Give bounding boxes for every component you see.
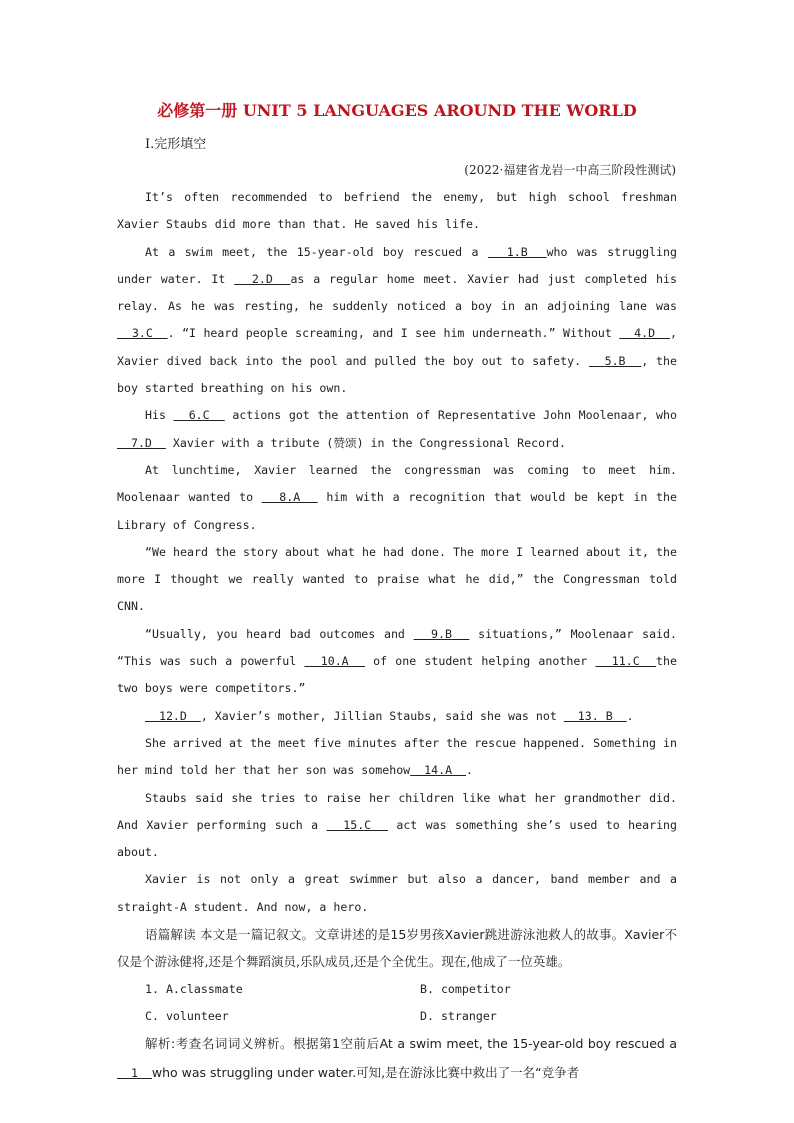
paragraph: “We heard the story about what he had done. The more I learned about it, the more I thought we really wanted to praise what he did,” the Congressman told CNN.	[117, 544, 677, 614]
page-title: 必修第一册 UNIT 5 LANGUAGES AROUND THE WORLD	[157, 101, 637, 120]
question-source: (2022·福建省龙岩一中高三阶段性测试)	[464, 163, 676, 177]
paragraph: Xavier is not only a great swimmer but also a dancer, band member and a straight-A student. And now, a hero.	[117, 872, 677, 914]
text-run: the two boys were competitors.”	[117, 654, 677, 696]
answer-blank: 11.C	[595, 654, 657, 669]
text-run: She arrived at the meet five minutes after the rescue happened. Something in her mind told her that her son was somehow	[117, 735, 677, 778]
analysis-paragraph	[117, 1030, 677, 1087]
answer-blank: 1	[117, 1065, 152, 1080]
answer-blank: 4.D	[619, 326, 670, 341]
answer-blank: 14.A	[410, 763, 467, 778]
text-run: His	[145, 408, 174, 423]
answer-blank: 7.D	[117, 435, 166, 450]
text-run: situations,” Moolenaar said. “This was such a powerful	[117, 626, 677, 669]
option-a: 1. A.classmate	[145, 981, 243, 996]
section-heading: Ⅰ.完形填空	[145, 137, 207, 152]
answer-blank: 12.D	[145, 708, 201, 723]
paragraph	[117, 402, 677, 457]
option-c: C. volunteer	[145, 1008, 229, 1023]
text-run: At lunchtime, Xavier learned the congressman was coming to meet him. Moolenaar wanted to	[117, 462, 677, 505]
option-row	[117, 976, 677, 1003]
text-run: .	[466, 763, 473, 778]
answer-blank: 5.B	[588, 353, 642, 368]
paragraph	[117, 621, 677, 703]
text-run: of one student helping another	[364, 654, 596, 669]
text-run: Xavier with a tribute (赞颂) in the Congressional Record.	[165, 435, 566, 450]
answer-blank: 6.C	[173, 408, 225, 423]
paragraph	[117, 457, 677, 539]
paragraph	[117, 239, 677, 403]
text-run: who was struggling under water.可知,是在游泳比赛中救出了一名“竞争者	[151, 1064, 580, 1080]
paragraph: It’s often recommended to befriend the enemy, but high school freshman Xavier Staubs did more than that. He saved his life.	[117, 190, 677, 232]
answer-blank: 3.C	[117, 326, 168, 341]
text-run: as a regular home meet. Xavier had just completed his relay. As he was resting, he suddenly noticed a boy in an adjoining lane was	[117, 271, 677, 314]
text-run: him with a recognition that would be kept in the Library of Congress.	[117, 490, 677, 532]
text-run: , the boy started breathing on his own.	[117, 353, 677, 396]
option-b: B. competitor	[420, 981, 511, 996]
answer-blank: 13. B	[563, 708, 627, 723]
answer-blank: 2.D	[234, 271, 291, 286]
answer-blank: 9.B	[413, 626, 470, 641]
passage	[117, 184, 677, 1087]
answer-blank: 8.A	[261, 490, 318, 505]
passage-summary: 语篇解读 本文是一篇记叙文。文章讲述的是15岁男孩Xavier跳进游泳池救人的故事。Xavier不仅是个游泳健将,还是个舞蹈演员,乐队成员,还是个全优生。现在,他成了一位英雄。	[117, 927, 677, 970]
text-run: Staubs said she tries to raise her children like what her grandmother did. And Xavier performing such a	[117, 790, 677, 832]
text-run: 解析:考查名词词义辨析。根据第1空前后At a swim meet, the 15-year-old boy rescued a	[145, 1036, 677, 1052]
text-run: actions got the attention of Representative John Moolenaar, who	[224, 408, 677, 423]
paragraph	[117, 703, 677, 730]
answer-blank: 15.C	[326, 817, 388, 832]
text-run: , Xavier’s mother, Jillian Staubs, said she was not	[200, 708, 564, 723]
text-run: who was struggling under water. It	[117, 244, 677, 286]
text-run: , Xavier dived back into the pool and pulled the boy out to safety.	[117, 326, 677, 368]
text-run: act was something she’s used to hearing about.	[117, 817, 678, 860]
answer-blank: 1.B	[487, 244, 547, 259]
option-row	[117, 1003, 677, 1030]
text-run: “Usually, you heard bad outcomes and	[145, 626, 414, 641]
paragraph	[117, 730, 677, 785]
option-d: D. stranger	[420, 1008, 497, 1023]
text-run: . “I heard people screaming, and I see him underneath.” Without	[167, 326, 620, 341]
text-run: .	[626, 708, 634, 723]
text-run: At a swim meet, the 15-year-old boy rescued a	[145, 244, 488, 259]
answer-blank: 10.A	[304, 654, 365, 669]
paragraph	[117, 785, 677, 867]
